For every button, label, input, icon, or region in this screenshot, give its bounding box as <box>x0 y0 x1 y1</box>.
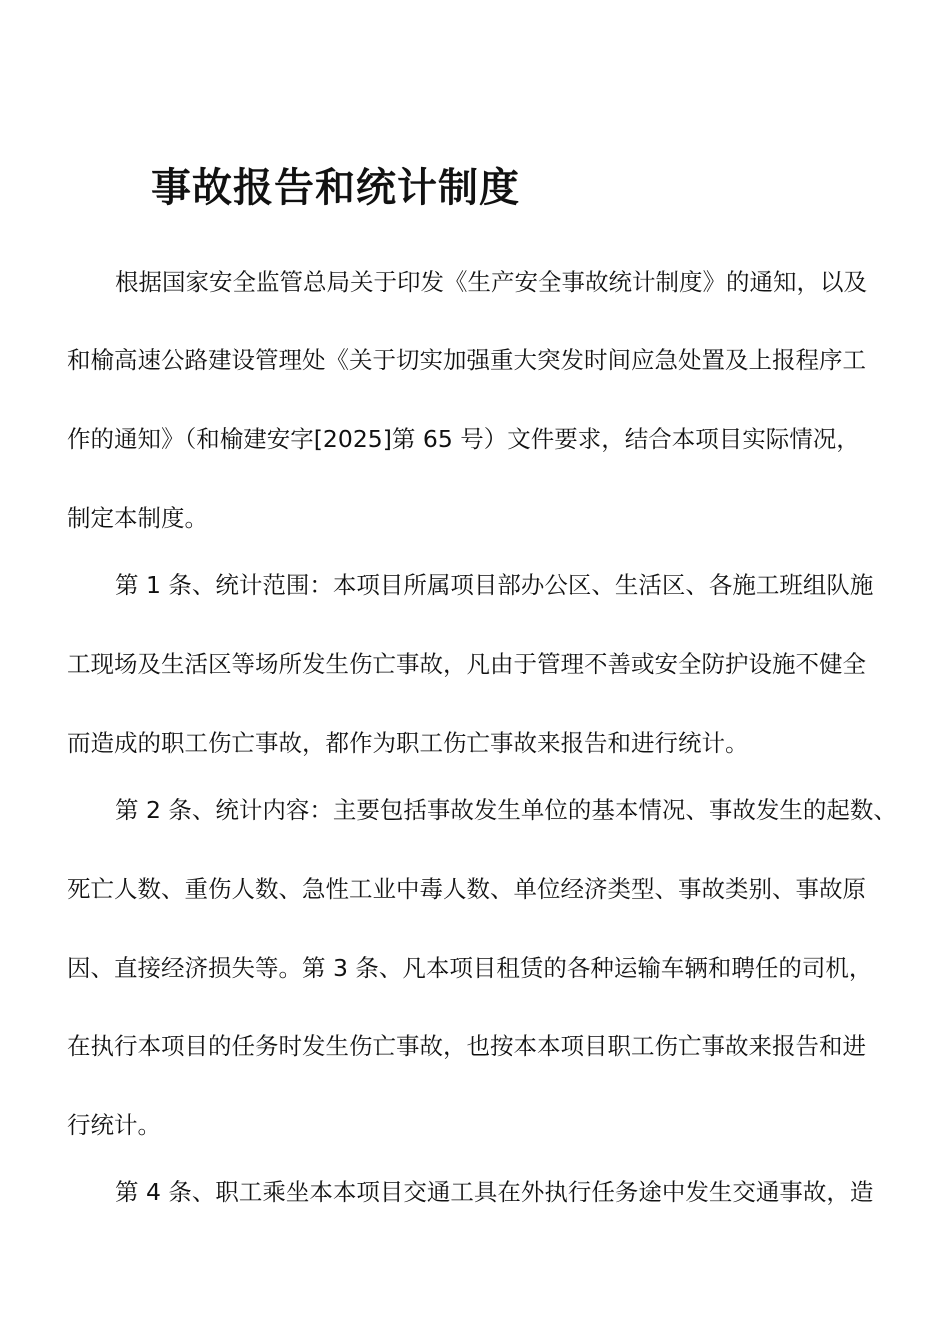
paragraph-line: 在执行本项目的任务时发生伤亡事故，也按本本项目职工伤亡事故来报告和进 <box>67 1032 866 1060</box>
paragraph-line: 第 1 条、统计范围：本项目所属项目部办公区、生活区、各施工班组队施 <box>115 571 874 599</box>
paragraph-line: 第 2 条、统计内容：主要包括事故发生单位的基本情况、事故发生的起数、 <box>115 796 897 824</box>
paragraph-line: 作的通知》（和榆建安字[2025]第 65 号）文件要求，结合本项目实际情况， <box>67 425 860 453</box>
paragraph-line: 工现场及生活区等场所发生伤亡事故，凡由于管理不善或安全防护设施不健全 <box>67 650 866 678</box>
paragraph-line: 根据国家安全监管总局关于印发《生产安全事故统计制度》的通知，以及 <box>115 268 867 296</box>
paragraph-line: 行统计。 <box>67 1111 161 1139</box>
paragraph-line: 因、直接经济损失等。第 3 条、凡本项目租赁的各种运输车辆和聘任的司机， <box>67 954 873 982</box>
document-title: 事故报告和统计制度 <box>151 165 520 211</box>
paragraph-line: 死亡人数、重伤人数、急性工业中毒人数、单位经济类型、事故类别、事故原 <box>67 875 866 903</box>
paragraph-line: 而造成的职工伤亡事故，都作为职工伤亡事故来报告和进行统计。 <box>67 729 749 757</box>
paragraph-line: 制定本制度。 <box>67 504 208 532</box>
paragraph-line: 和榆高速公路建设管理处《关于切实加强重大突发时间应急处置及上报程序工 <box>67 346 866 374</box>
paragraph-line: 第 4 条、职工乘坐本本项目交通工具在外执行任务途中发生交通事故，造 <box>115 1178 874 1206</box>
